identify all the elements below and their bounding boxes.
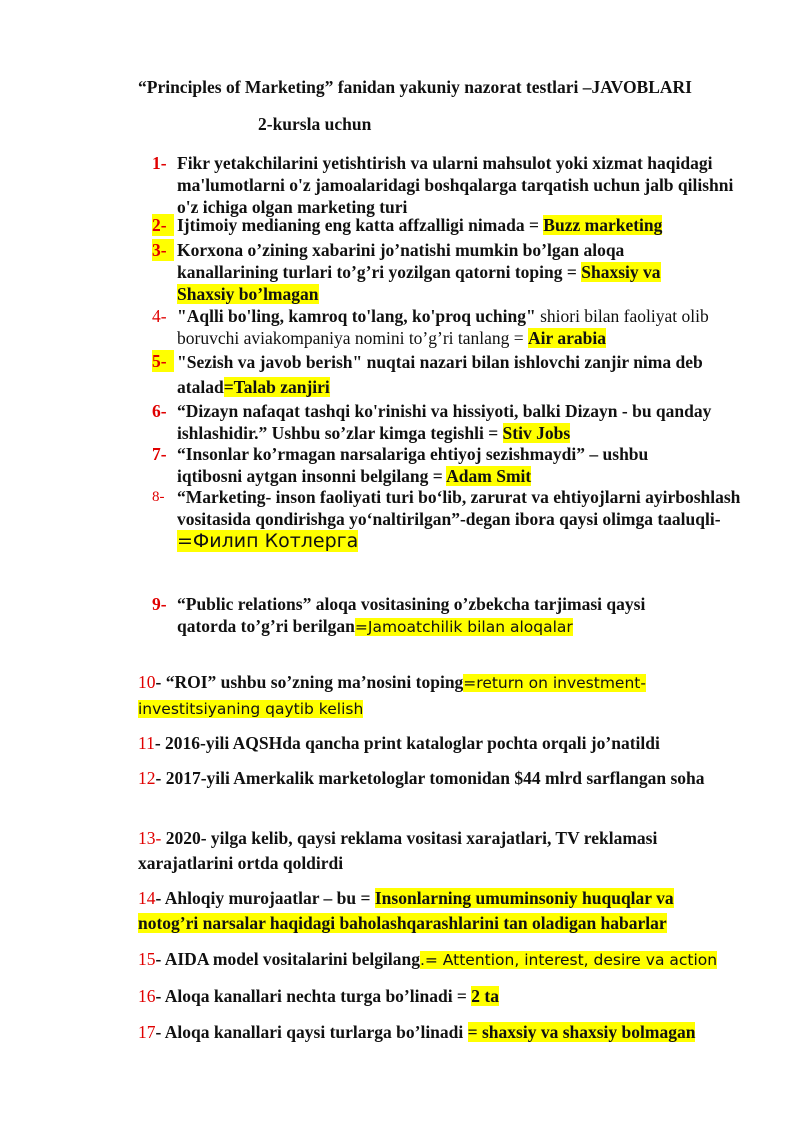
question-text: Fikr yetakchilarini yetishtirish va ularni mahsulot yoki xizmat haqidagi ma'lumotlarni o'z jamoalaridagi boshqalarga tarqatish uchun jalb qilishni o'z ichiga olgan marketing turi	[177, 153, 734, 217]
item-number: 12	[138, 768, 156, 788]
document-subtitle: 2-kursla uchun	[258, 114, 372, 134]
item-number: 3-	[152, 239, 174, 261]
question-text: “Dizayn nafaqat tashqi ko'rinishi va hissiyoti, balki Dizayn - bu qanday ishlashidir.” Ushbu so’zlar kimga tegishli =	[177, 401, 712, 443]
document-title: “Principles of Marketing” fanidan yakuniy nazorat testlari –JAVOBLARI	[138, 77, 692, 97]
list-item	[177, 486, 742, 552]
list-item	[177, 239, 712, 305]
item-number: 13-	[138, 828, 162, 848]
answer-highlight: 2 ta	[471, 986, 499, 1006]
item-number: 2-	[152, 214, 174, 236]
item-number: 1-	[152, 153, 167, 173]
list-item	[138, 1020, 758, 1045]
question-text: - 2016-yili AQSHda qancha print kataloglar pochta orqali jo’natildi	[154, 733, 660, 753]
question-text: - “ROI” ushbu so’zning ma’nosini toping	[155, 672, 464, 692]
item-number: 6-	[152, 401, 167, 421]
answer-highlight: =Филип Котлерга	[177, 530, 359, 552]
answer-highlight: Shaxsiy bo’lmagan	[177, 284, 319, 304]
item-number: 8-	[152, 489, 165, 505]
answer-highlight: = shaxsiy va shaxsiy bolmagan	[467, 1022, 696, 1042]
list-item	[138, 947, 758, 973]
answer-highlight: =Jamoatchilik bilan aloqalar	[354, 618, 573, 636]
question-text: “Insonlar ko’rmagan narsalariga ehtiyoj sezishmaydi” – ushbu iqtibosni aytgan insonni belgilang =	[177, 444, 649, 486]
list-item	[138, 670, 758, 722]
item-number: 14	[138, 888, 156, 908]
item-number: 15	[138, 949, 156, 969]
list-item	[138, 984, 758, 1009]
question-text: - Aloqa kanallari nechta turga bo’linadi =	[155, 986, 472, 1006]
answer-highlight: Insonlarning umuminsoniy huquqlar va	[374, 888, 674, 908]
question-text: Korxona o’zining xabarini jo’natishi mumkin bo’lgan aloqa kanallarining turlari to’g’ri yozilgan qatorni toping =	[177, 240, 625, 282]
question-text: “Marketing- inson faoliyati turi bo‘lib, zarurat va ehtiyojlarni ayirboshlash vositasida qondirishga yo‘naltirilgan”-degan ibora qaysi olimga taaluqli-	[177, 487, 741, 529]
list-item	[138, 766, 728, 791]
item-number: 7-	[152, 444, 167, 464]
answer-highlight: Air arabia	[528, 328, 606, 348]
question-text: 2020- yilga kelib, qaysi reklama vositasi xarajatlari, TV reklamasi xarajatlarini ortda qoldirdi	[138, 828, 658, 873]
answer-highlight: Buzz marketing	[543, 215, 663, 235]
item-number: 11	[138, 733, 155, 753]
item-number: 5-	[152, 350, 174, 372]
question-text: - AIDA model vositalarini belgilang	[155, 949, 420, 969]
item-number: 4-	[152, 306, 167, 326]
list-item	[138, 731, 758, 756]
list-item	[177, 305, 737, 349]
answer-highlight: Stiv Jobs	[502, 423, 571, 443]
answer-highlight: investitsiyaning qaytib kelish	[138, 700, 364, 718]
list-item	[177, 443, 697, 487]
question-text: - Aloqa kanallari qaysi turlarga bo’linadi	[155, 1022, 468, 1042]
question-text: - 2017-yili Amerkalik marketologlar tomonidan $44 mlrd sarflangan soha	[155, 768, 705, 788]
list-item	[177, 214, 747, 236]
answer-highlight: Shaxsiy va	[581, 262, 661, 282]
question-text: shiori bilan faoliyat olib boruvchi aviakompaniya nomini to’g’ri tanlang =	[177, 306, 709, 348]
item-number: 10	[138, 672, 156, 692]
question-text: “Public relations” aloqa vositasining o’zbekcha tarjimasi qaysi qatorda to’g’ri berilgan	[177, 594, 646, 636]
answer-highlight: =return on investment-	[463, 674, 646, 692]
answer-highlight: notog’ri narsalar haqidagi baholashqarashlarini tan oladigan habarlar	[138, 913, 667, 933]
item-number: 9-	[152, 594, 167, 614]
list-item	[138, 886, 758, 936]
answer-highlight: =Talab zanjiri	[223, 377, 330, 397]
question-text: - Ahloqiy murojaatlar – bu =	[155, 888, 375, 908]
list-item	[177, 350, 752, 400]
answer-highlight: .= Attention, interest, desire va action	[419, 951, 718, 969]
list-item	[177, 593, 667, 638]
question-text: "Aqlli bo'ling, kamroq to'lang, ko'proq uching"	[177, 306, 536, 326]
list-item	[177, 400, 717, 444]
question-text: "Sezish va javob berish" nuqtai nazari bilan ishlovchi zanjir nima deb atalad	[177, 352, 703, 397]
question-text: Ijtimoiy medianing eng katta affzalligi nimada =	[177, 215, 544, 235]
item-number: 16	[138, 986, 156, 1006]
answer-highlight: Adam Smit	[446, 466, 532, 486]
item-number: 17	[138, 1022, 156, 1042]
list-item	[138, 826, 728, 876]
